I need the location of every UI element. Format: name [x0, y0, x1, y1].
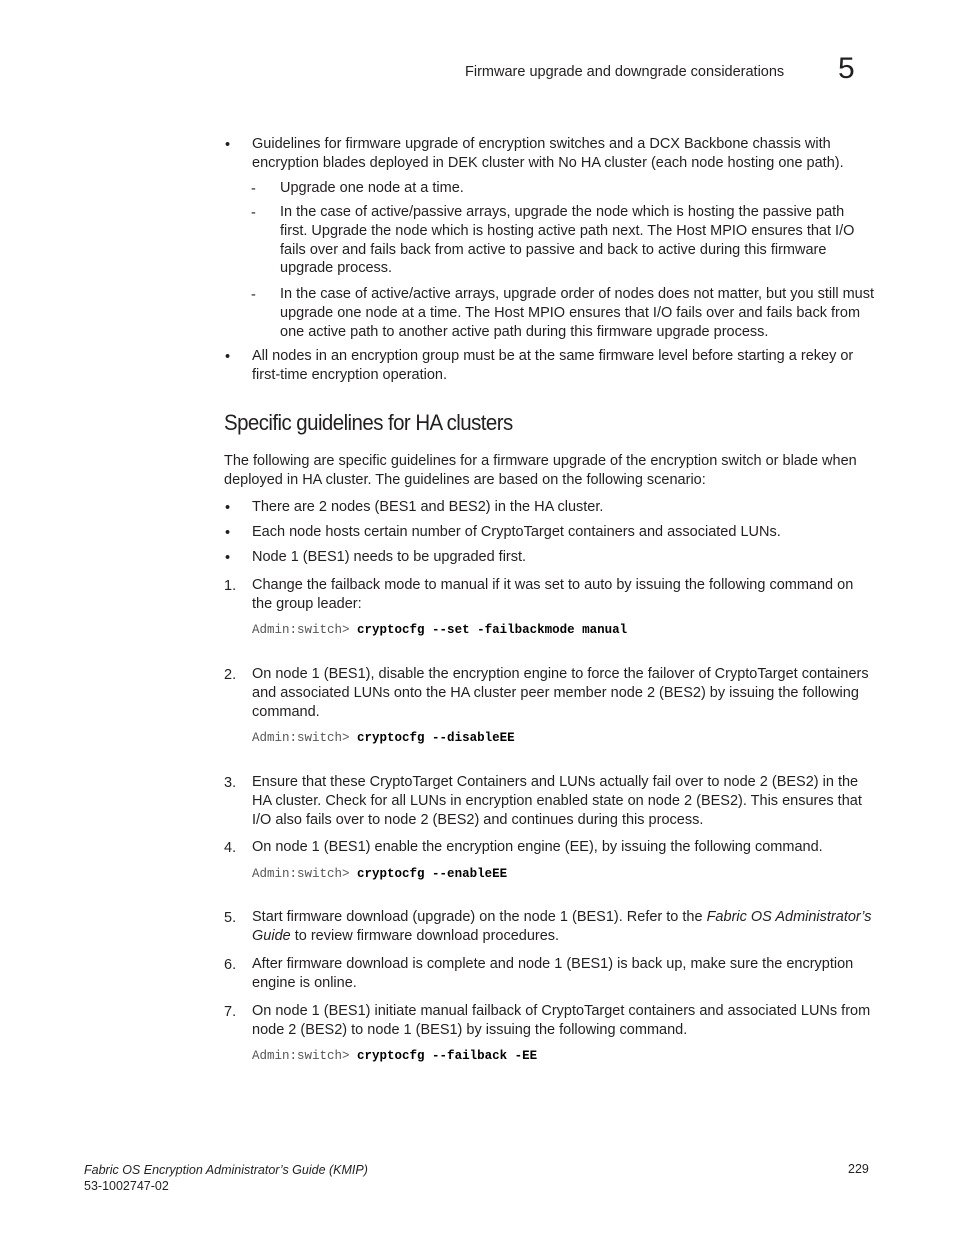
command-text: cryptocfg --failback -EE	[357, 1049, 538, 1063]
bullet-marker: •	[225, 137, 231, 153]
step-number: 6.	[224, 957, 237, 973]
step-text	[252, 908, 872, 946]
command-text: cryptocfg --enableEE	[357, 867, 508, 881]
command-line	[252, 867, 507, 881]
footer-doc-info	[84, 1162, 368, 1194]
section-heading: Specific guidelines for HA clusters	[224, 410, 513, 435]
command-line	[252, 1049, 537, 1063]
bullet-marker: •	[225, 500, 231, 516]
running-header-title: Firmware upgrade and downgrade considerations	[465, 64, 785, 80]
step-number: 7.	[224, 1004, 237, 1020]
bullet-marker: •	[225, 525, 231, 541]
bullet-marker: •	[225, 349, 231, 365]
footer-doc-number: 53-1002747-02	[84, 1179, 169, 1193]
page-number: 229	[848, 1162, 869, 1176]
command-text: cryptocfg --disableEE	[357, 731, 515, 745]
step-text-part: to review firmware download procedures.	[290, 927, 560, 944]
step-number: 5.	[224, 910, 237, 926]
section-intro: The following are specific guidelines for a firmware upgrade of the encryption switch or blade when deployed in HA cluster. The guidelines are based on the following scenario:	[224, 453, 857, 488]
chapter-number: 5	[838, 52, 855, 85]
command-line	[252, 623, 627, 637]
bullet-text: There are 2 nodes (BES1 and BES2) in the HA cluster.	[252, 499, 604, 515]
command-prompt: Admin:switch>	[252, 623, 350, 637]
step-number: 2.	[224, 667, 237, 683]
step-text: After firmware download is complete and node 1 (BES1) is back up, make sure the encryption engine is online.	[252, 956, 854, 991]
bullet-text: All nodes in an encryption group must be at the same firmware level before starting a rekey or first-time encryption operation.	[252, 348, 854, 383]
step-text: Ensure that these CryptoTarget Containers and LUNs actually fail over to node 2 (BES2) in the HA cluster. Check for all LUNs in encryption enabled state on node 2 (BES2). This ensures that I/O also fails over to node 2 (BES2) and continues during this process.	[252, 774, 862, 828]
dash-marker: -	[251, 181, 256, 197]
step-number: 1.	[224, 578, 237, 594]
step-number: 4.	[224, 840, 237, 856]
sub-bullet-text: Upgrade one node at a time.	[280, 180, 464, 196]
command-prompt: Admin:switch>	[252, 1049, 350, 1063]
step-text: On node 1 (BES1) enable the encryption engine (EE), by issuing the following command.	[252, 839, 823, 855]
sub-bullet-text: In the case of active/passive arrays, upgrade the node which is hosting the passive path first. Upgrade the node which is hosting active path next. The Host MPIO ensures that I/O fails over and fails back from active to passive and back to active during this firmware upgrade process.	[280, 204, 855, 277]
footer-doc-title: Fabric OS Encryption Administrator’s Guide (KMIP)	[84, 1163, 368, 1177]
step-text-part: Start firmware download (upgrade) on the node 1 (BES1). Refer to the	[252, 909, 707, 925]
dash-marker: -	[251, 287, 256, 303]
step-text: Change the failback mode to manual if it was set to auto by issuing the following command on the group leader:	[252, 577, 854, 612]
bullet-text: Each node hosts certain number of CryptoTarget containers and associated LUNs.	[252, 524, 781, 540]
bullet-text: Guidelines for firmware upgrade of encryption switches and a DCX Backbone chassis with encryption blades deployed in DEK cluster with No HA cluster (each node hosting one path).	[252, 136, 844, 171]
step-text: On node 1 (BES1), disable the encryption engine to force the failover of CryptoTarget containers and associated LUNs onto the HA cluster peer member node 2 (BES2) by issuing the following command.	[252, 666, 869, 720]
dash-marker: -	[251, 205, 256, 221]
step-text: On node 1 (BES1) initiate manual failback of CryptoTarget containers and associated LUNs from node 2 (BES2) to node 1 (BES1) by issuing the following command.	[252, 1003, 871, 1038]
command-prompt: Admin:switch>	[252, 731, 350, 745]
command-text: cryptocfg --set -failbackmode manual	[357, 623, 628, 637]
step-number: 3.	[224, 775, 237, 791]
bullet-text: Node 1 (BES1) needs to be upgraded first.	[252, 549, 527, 565]
bullet-marker: •	[225, 550, 231, 566]
command-line	[252, 731, 515, 745]
sub-bullet-text: In the case of active/active arrays, upgrade order of nodes does not matter, but you still must upgrade one node at a time. The Host MPIO ensures that I/O fails over and fails back from one active path to another active path during this firmware upgrade process.	[280, 286, 875, 340]
command-prompt: Admin:switch>	[252, 867, 350, 881]
book-title-reference: Fabric OS Administrator’s Guide	[252, 909, 872, 944]
